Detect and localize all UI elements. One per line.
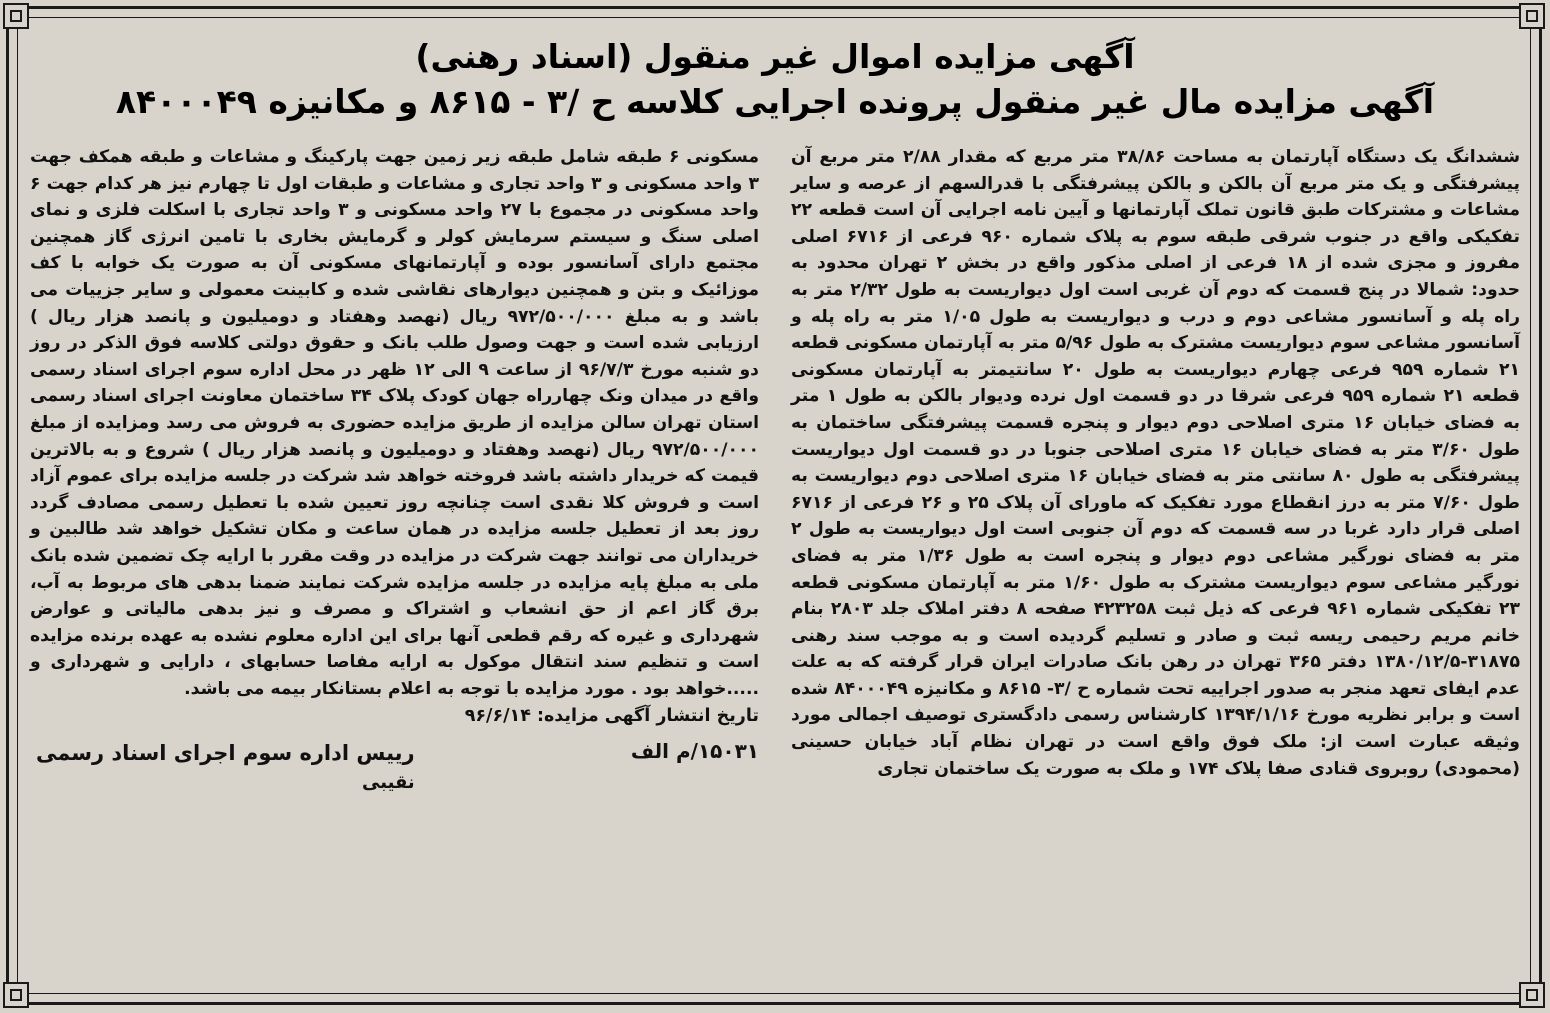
publish-date: تاریخ انتشار آگهی مزایده: ۹۶/۶/۱۴ xyxy=(464,706,759,727)
notice-content xyxy=(24,24,1526,989)
body-column-right xyxy=(785,144,1526,984)
signatory-name: نقیبی xyxy=(362,772,415,794)
signature-block xyxy=(36,738,415,798)
notice-title: آگهی مزایده اموال غیر منقول (اسناد رهنی) xyxy=(415,37,1135,76)
signature-row xyxy=(30,738,759,798)
body-column-left xyxy=(24,144,765,984)
reference-number: ۱۵۰۳۱/م الف xyxy=(630,739,759,764)
notice-body xyxy=(24,144,1526,984)
body-text-right: ششدانگ یک دستگاه آپارتمان به مساحت ۳۸/۸۶ متر مربع که مقدار ۲/۸۸ متر مربع آن پیشرفتگی و یک متر مربع آن بالکن و بالکن پیشرفتگی با قدرالسهم از عرصه و سایر مشاعات و مشترکات طبق قانون تملک آپارتمانها و آیین نامه اجرایی آن است قطعه ۲۲ تفکیکی واقع در جنوب شرقی طبقه سوم به پلاک شماره ۹۶۰ فرعی از ۶۷۱۶ اصلی مفروز و مجزی شده از ۱۸ فرعی از اصلی مذکور واقع در بخش ۲ تهران محدود به حدود: شمالا در پنج قسمت که دوم آن غربی است اول دیواریست به طول ۲/۳۲ متر به راه پله و آسانسور مشاعی دوم و درب و دیواریست به طول ۱/۰۵ متر به راه پله و آسانسور مشاعی سوم دیواریست مشترک به طول ۵/۹۶ متر به آپارتمان مسکونی قطعه ۲۱ شماره ۹۵۹ فرعی چهارم دیواریست به طول ۲۰ سانتیمتر به آپارتمان مسکونی قطعه ۲۱ شماره ۹۵۹ فرعی شرقا در دو قسمت اول نرده ودیوار بالکن به طول ۱ متر به فضای خیابان ۱۶ متری اصلاحی دوم دیوار و پنجره قسمت پیشرفتگی ساختمان به طول ۳/۶۰ متر به فضای خیابان ۱۶ متری اصلاحی جنوبا در دو قسمت اول دیواریست پیشرفتگی به طول ۸۰ سانتی متر به فضای خیابان ۱۶ متری اصلاحی دوم دیواریست به طول ۷/۶۰ متر به درز انقطاع مورد تفکیک که ماورای آن پلاک ۲۵ و ۲۶ فرعی از ۶۷۱۶ اصلی قرار دارد غربا در سه قسمت که دوم آن جنوبی است اول دیواریست به طول ۲ متر به فضای نورگیر مشاعی دوم دیوار و پنجره است به طول ۱/۳۶ متر به فضای نورگیر مشاعی سوم دیواریست مشترک به طول ۱/۶۰ متر به آپارتمان مسکونی قطعه ۲۳ تفکیکی شماره ۹۶۱ فرعی که ذیل ثبت ۴۲۳۲۵۸ صفحه ۸ دفتر املاک جلد ۲۸۰۳ بنام خانم مریم رحیمی ریسه ثبت و صادر و تسلیم گردیده است و به موجب سند رهنی ۳۱۸۷۵-۱۳۸۰/۱۲/۵ دفتر ۳۶۵ تهران در رهن بانک صادرات ایران قرار گرفته که به علت عدم ایفای تعهد منجر به صدور اجراییه تحت شماره ح /۳- ۸۶۱۵ و مکانیزه ۸۴۰۰۰۴۹ شده است و برابر نظریه مورخ ۱۳۹۴/۱/۱۶ کارشناس رسمی دادگستری توصیف اجمالی مورد وثیقه عبارت است از: ملک فوق واقع است در تهران نظام آباد خیابان حسینی (محمودی) روبروی قنادی صفا پلاک ۱۷۴ و ملک به صورت یک ساختمان تجاری xyxy=(791,147,1521,779)
notice-subtitle: آگهی مزایده مال غیر منقول پرونده اجرایی کلاسه ح /۳ - ۸۶۱۵ و مکانیزه ۸۴۰۰۰۴۹ xyxy=(115,82,1435,121)
body-text-left: مسکونی ۶ طبقه شامل طبقه زیر زمین جهت پارکینگ و مشاعات و طبقه همکف جهت ۳ واحد مسکونی و ۳ واحد تجاری و مشاعات و طبقات اول تا چهارم نیز هر کدام جهت ۶ واحد مسکونی در مجموع با ۲۷ واحد مسکونی و ۳ واحد تجاری با اسکلت فلزی و نمای اصلی سنگ و سیستم سرمایش کولر و گرمایش بخاری با تامین انرژی گاز همچنین مجتمع دارای آسانسور بوده و آپارتمانهای مسکونی آن به صورت یک خوابه با کف موزائیک و بتن و همچنین دیوارهای نقاشی شده و کابینت معمولی و سایر جزییات می باشد و به مبلغ ۹۷۲/۵۰۰/۰۰۰ ریال (نهصد وهفتاد و دومیلیون و پانصد هزار ریال ) ارزیابی شده است و جهت وصول طلب بانک و حقوق دولتی کلاسه فوق الذکر در روز دو شنبه مورخ ۹۶/۷/۳ از ساعت ۹ الی ۱۲ ظهر در محل اداره سوم اجرای اسناد رسمی واقع در میدان ونک چهارراه جهان کودک پلاک ۳۴ ساختمان معاونت اجرای اسناد رسمی استان تهران سالن مزایده از طریق مزایده حضوری به فروش می رسد ومزایده از مبلغ ۹۷۲/۵۰۰/۰۰۰ ریال (نهصد وهفتاد و دومیلیون و پانصد هزار ریال ) شروع و به بالاترین قیمت که خریدار داشته باشد فروخته خواهد شد شرکت در جلسه مزایده برای عموم آزاد است و فروش کلا نقدی است چنانچه روز تعیین شده با تعطیل رسمی مصادف گردد روز بعد از تعطیل جلسه مزایده در همان ساعت و مکان تشکیل خواهد شد طالبین و خریداران می توانند جهت شرکت در مزایده در وقت مقرر با ارایه چک تضمین شده بانک ملی به مبلغ پایه مزایده در جلسه مزایده شرکت نمایند ضمنا بدهی های مربوط به آب، برق گاز اعم از حق انشعاب و اشتراک و مصرف و نیز بدهی مالیاتی و عوارض شهرداری و غیره که رقم قطعی آنها برای این اداره معلوم نشده به عهده برنده مزایده است و تنظیم سند انتقال موکول به ارایه مفاصا حسابهای ، دارایی و شهرداری و .....خواهد بود . مورد مزایده با توجه به اعلام بستانکار بیمه می باشد. xyxy=(30,147,760,699)
signatory-title: رییس اداره سوم اجرای اسناد رسمی xyxy=(36,741,415,766)
